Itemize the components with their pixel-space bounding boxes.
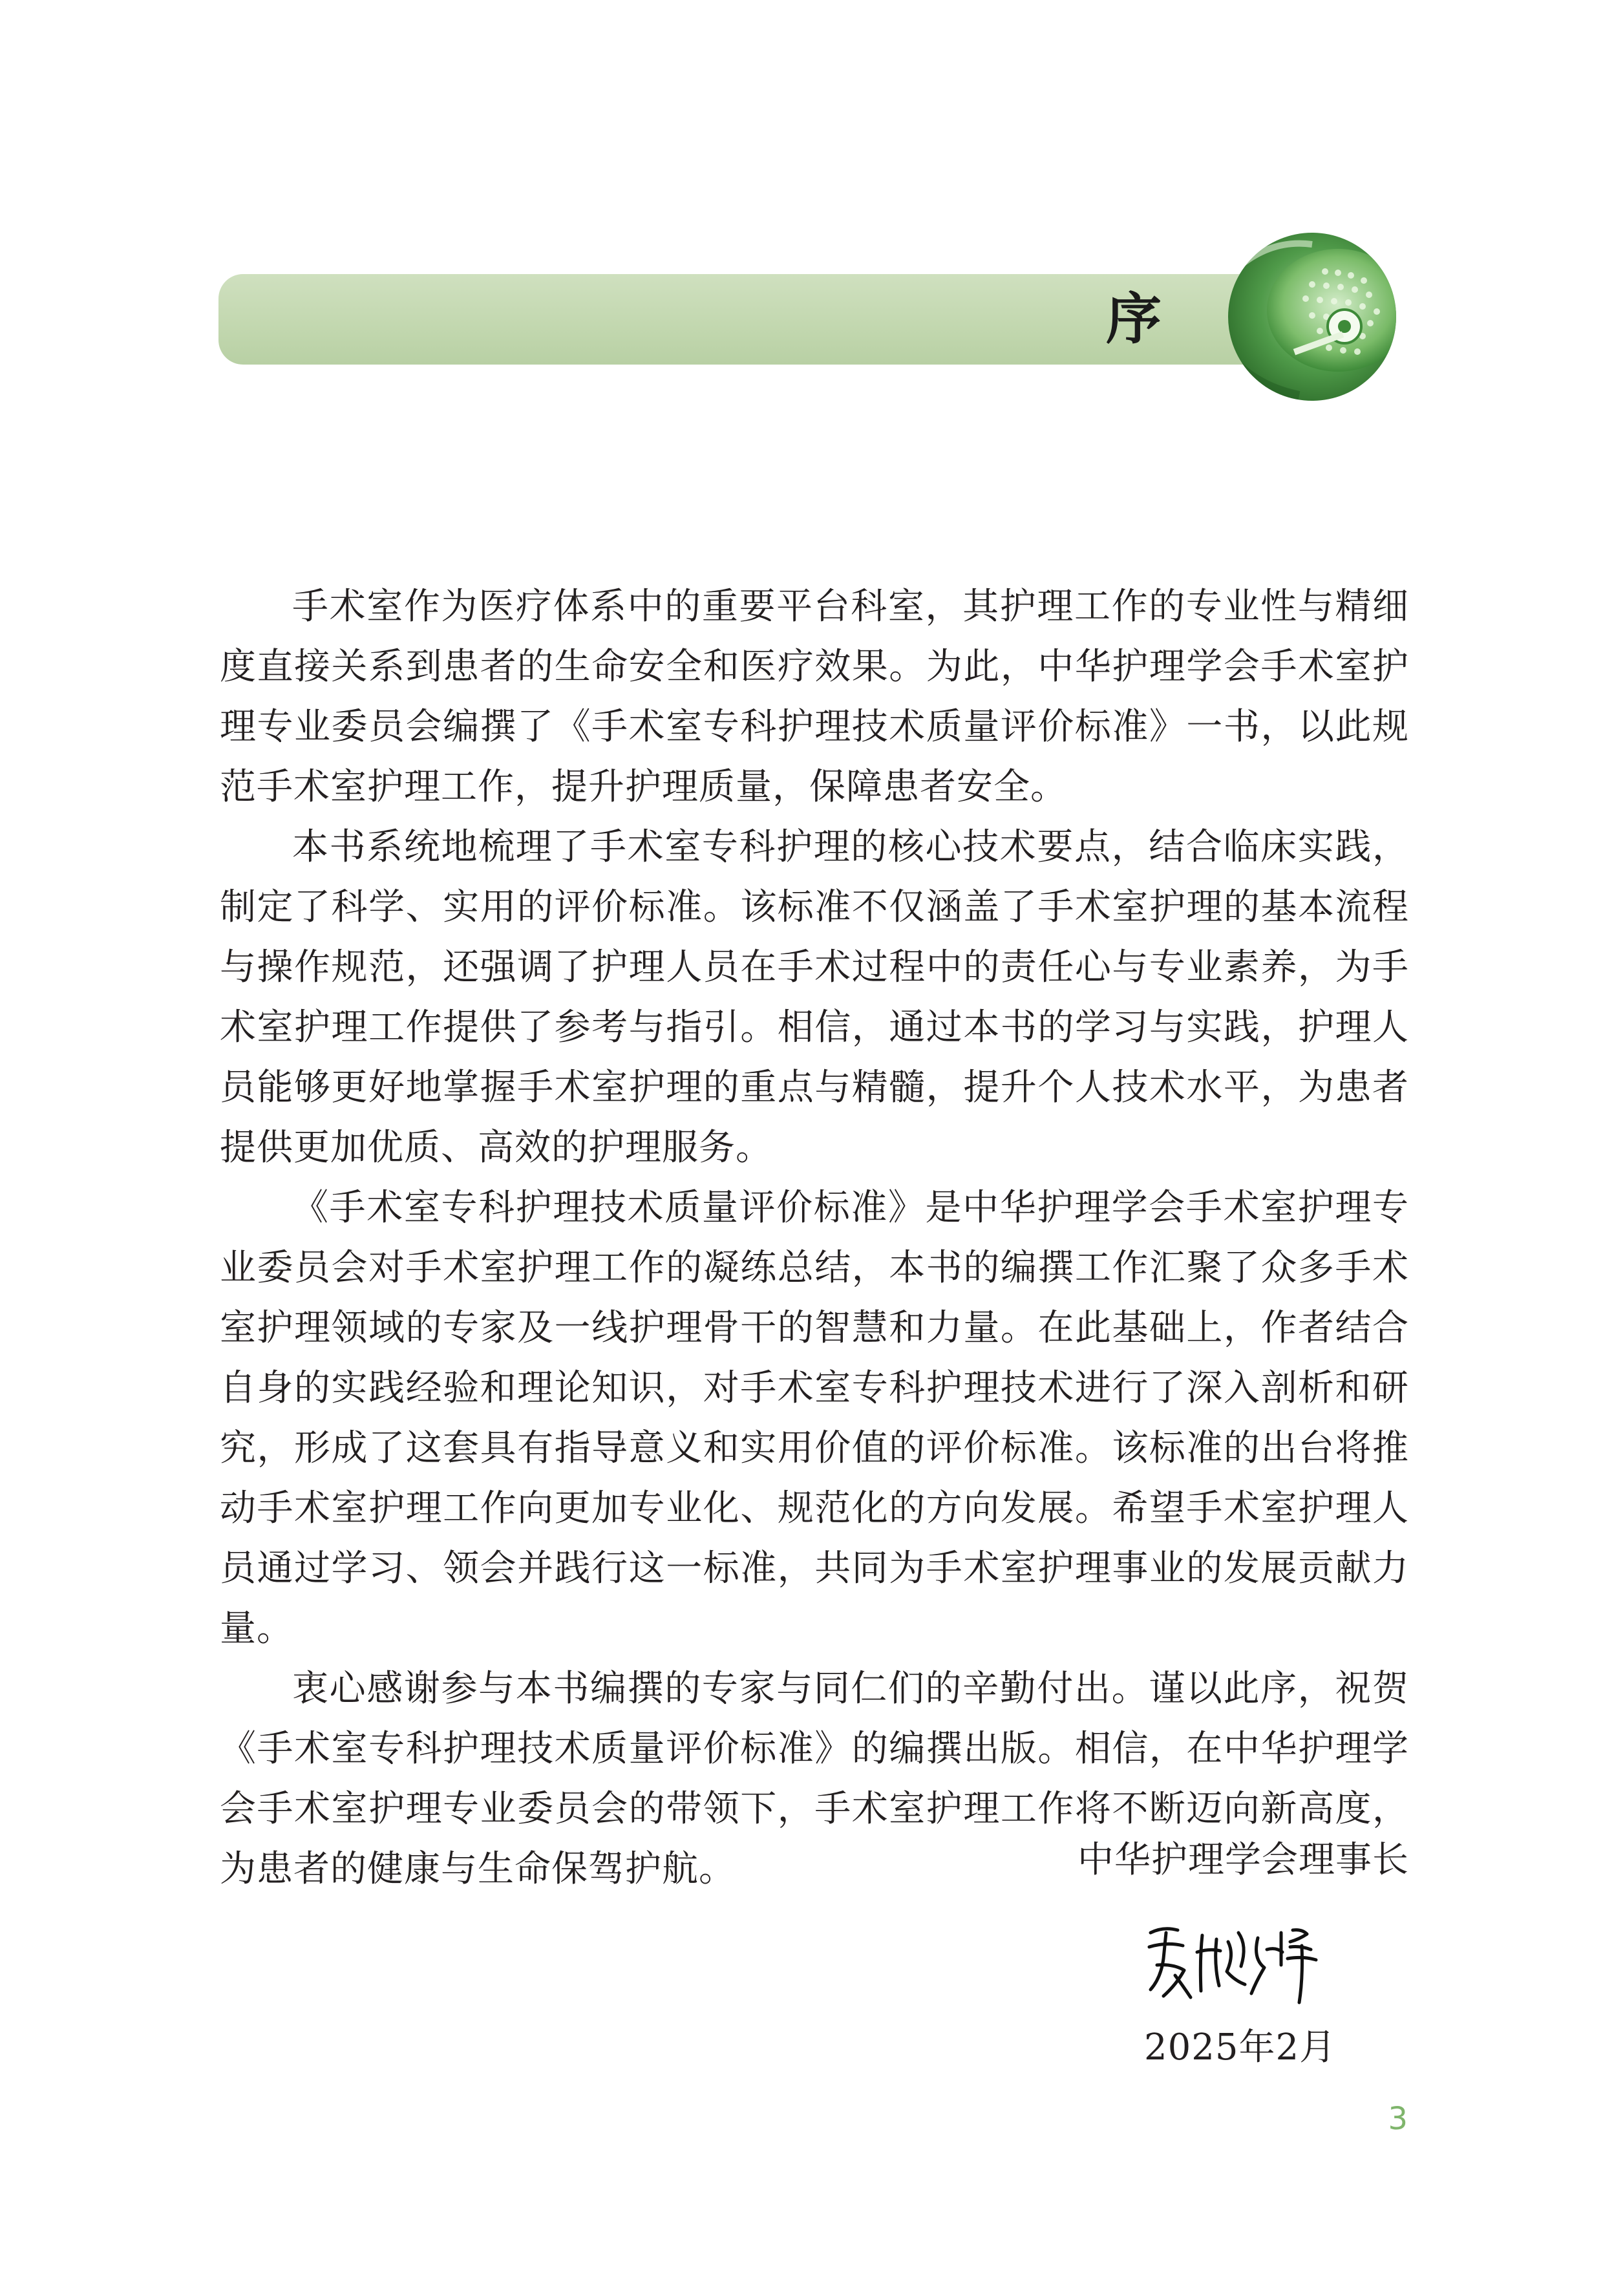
paragraph: 衷心感谢参与本书编撰的专家与同仁们的辛勤付出。谨以此序，祝贺《手术室专科护理技术质量评价标准》的编撰出版。相信，在中华护理学会手术室护理专业委员会的带领下，手术室护理工作将不断迈向新高度，为患者的健康与生命保驾护航。 <box>220 1668 1409 1890</box>
signature-block <box>892 1834 1409 1886</box>
paragraph: 《手术室专科护理技术质量评价标准》是中华护理学会手术室护理专业委员会对手术室护理工作的凝练总结，本书的编撰工作汇聚了众多手术室护理领域的专家及一线护理骨干的智慧和力量。在此基础上，作者结合自身的实践经验和理论知识，对手术室专科护理技术进行了深入剖析和研究，形成了这套具有指导意义和实用价值的评价标准。该标准的出台将推动手术室护理工作向更加专业化、规范化的方向发展。希望手术室护理人员通过学习、领会并践行这一标准，共同为手术室护理事业的发展贡献力量。 <box>220 1187 1409 1650</box>
signatory-title: 中华护理学会理事长 <box>1078 1839 1409 1881</box>
surgical-lamp-icon <box>1215 226 1409 407</box>
paragraph: 本书系统地梳理了手术室专科护理的核心技术要点，结合临床实践，制定了科学、实用的评价标准。该标准不仅涵盖了手术室护理的基本流程与操作规范，还强调了护理人员在手术过程中的责任心与专业素养，为手术室护理工作提供了参考与指引。相信，通过本书的学习与实践，护理人员能够更好地掌握手术室护理的重点与精髓，提升个人技术水平，为患者提供更加优质、高效的护理服务。 <box>220 826 1409 1169</box>
page-title: 序 <box>1106 287 1162 352</box>
preface-body <box>220 577 1409 1899</box>
paragraph: 手术室作为医疗体系中的重要平台科室，其护理工作的专业性与精细度直接关系到患者的生命安全和医疗效果。为此，中华护理学会手术室护理专业委员会编撰了《手术室专科护理技术质量评价标准》一书，以此规范手术室护理工作，提升护理质量，保障患者安全。 <box>220 586 1409 808</box>
handwritten-signature <box>1138 1913 1332 2010</box>
signature-date: 2025年2月 <box>1144 2026 1337 2068</box>
page-number: 3 <box>1388 2101 1408 2137</box>
